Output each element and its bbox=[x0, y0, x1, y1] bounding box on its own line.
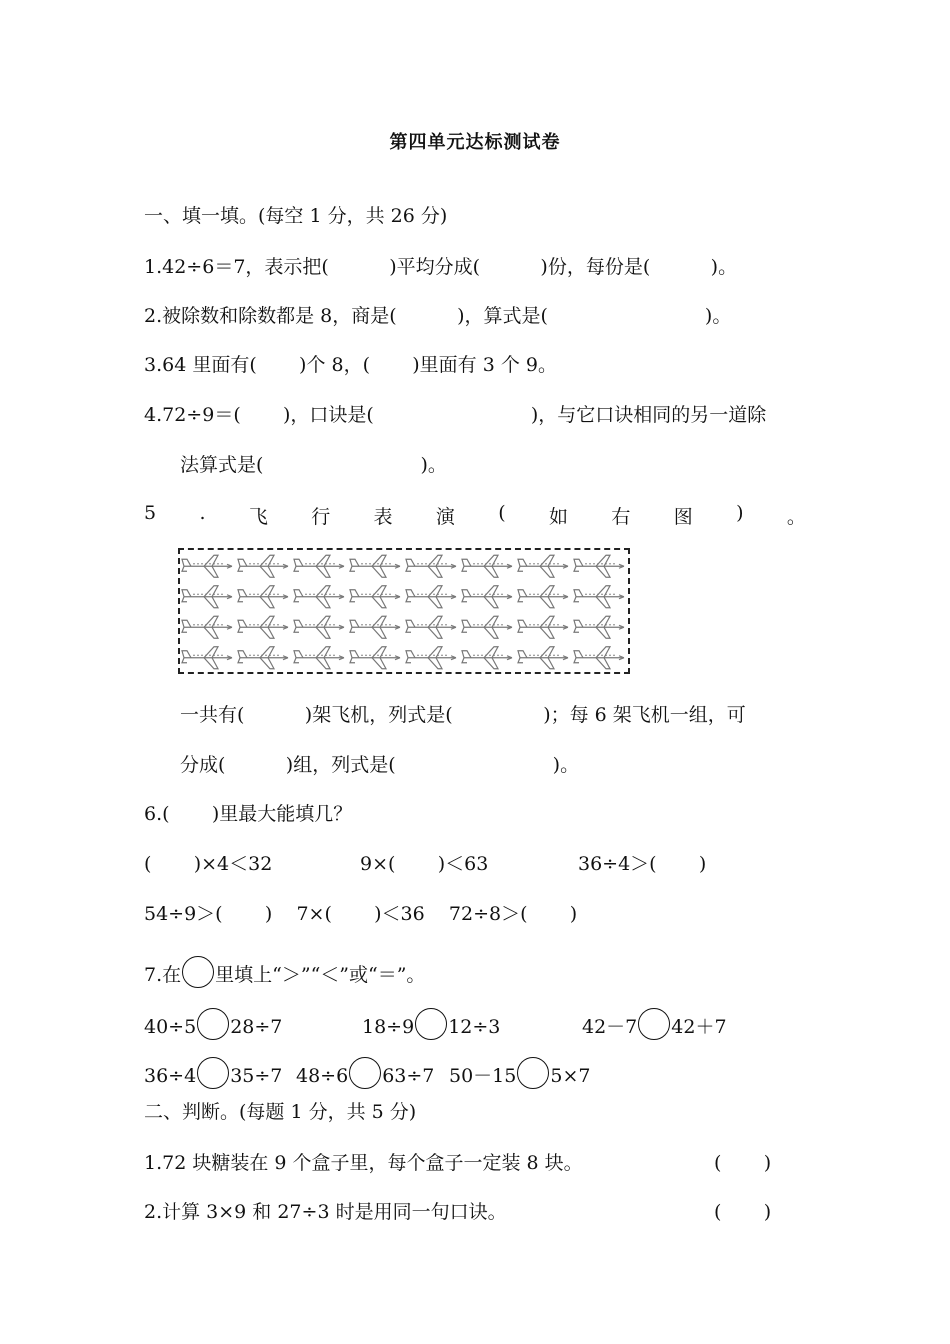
q6-expr: ( )×4＜32 bbox=[144, 853, 273, 875]
question-5-line2: 分成( )组，列式是( )。 bbox=[180, 754, 580, 776]
airplane-icon bbox=[462, 647, 512, 669]
question-6-heading: 6.( )里最大能填几？ bbox=[144, 803, 353, 825]
airplane-icon bbox=[182, 616, 232, 638]
question-2: 2.被除数和除数都是 8，商是( )，算式是( )。 bbox=[144, 305, 732, 327]
q7-compare-item bbox=[296, 1057, 434, 1089]
blank-circle-icon bbox=[182, 956, 214, 988]
airplane-icon bbox=[294, 616, 344, 638]
compare-circle-blank[interactable] bbox=[638, 1008, 670, 1040]
q5-char: 。 bbox=[786, 506, 806, 528]
question-7-heading bbox=[144, 956, 425, 988]
airplane-icon bbox=[518, 555, 568, 577]
airplane-icon bbox=[518, 647, 568, 669]
q7-right: 12÷3 bbox=[448, 1016, 501, 1038]
airplane-icon bbox=[574, 586, 624, 608]
q6-expr: 9×( )＜63 bbox=[360, 853, 489, 875]
airplane-icon bbox=[518, 586, 568, 608]
judge-answer-bracket[interactable]: ( ) bbox=[714, 1201, 772, 1223]
airplane-icon bbox=[238, 555, 288, 577]
q5-char: 如 bbox=[549, 506, 569, 528]
airplane-icon bbox=[238, 616, 288, 638]
q7-compare-item bbox=[144, 1008, 282, 1040]
q7-right: 63÷7 bbox=[382, 1065, 435, 1087]
airplane-icon bbox=[574, 616, 624, 638]
airplane-icon bbox=[238, 647, 288, 669]
q7-right: 35÷7 bbox=[230, 1065, 283, 1087]
q7-compare-item bbox=[144, 1057, 282, 1089]
airplane-icon bbox=[294, 647, 344, 669]
q6-expr: 36÷4＞( ) bbox=[578, 853, 707, 875]
airplane-icon bbox=[574, 555, 624, 577]
question-3: 3.64 里面有( )个 8，( )里面有 3 个 9。 bbox=[144, 354, 557, 376]
airplane-icon bbox=[182, 555, 232, 577]
section1-heading: 一、填一填。(每空 1 分，共 26 分) bbox=[144, 205, 448, 227]
q5-char: 表 bbox=[373, 506, 393, 528]
section2-heading: 二、判断。(每题 1 分，共 5 分) bbox=[144, 1101, 417, 1123]
judge-item-text: 2.计算 3×9 和 27÷3 时是用同一句口诀。 bbox=[144, 1201, 507, 1223]
compare-circle-blank[interactable] bbox=[197, 1008, 229, 1040]
airplane-icon bbox=[462, 616, 512, 638]
q5-char: 飞 bbox=[248, 506, 268, 528]
airplane-icon bbox=[350, 616, 400, 638]
airplane-icon bbox=[574, 647, 624, 669]
q7-compare-item bbox=[582, 1008, 727, 1040]
airplane-icon bbox=[406, 586, 456, 608]
q5-char: ) bbox=[736, 502, 744, 524]
q5-char: 行 bbox=[311, 506, 331, 528]
compare-circle-blank[interactable] bbox=[517, 1057, 549, 1089]
airplane-icon bbox=[462, 586, 512, 608]
page-title: 第四单元达标测试卷 bbox=[389, 132, 561, 153]
q7-suffix: 里填上“＞”“＜”或“＝”。 bbox=[215, 964, 426, 986]
judge-answer-bracket[interactable]: ( ) bbox=[714, 1152, 772, 1174]
q5-char: ( bbox=[498, 502, 506, 524]
airplane-icon bbox=[294, 586, 344, 608]
q7-right: 5×7 bbox=[550, 1065, 591, 1087]
question-4-line2: 法算式是( )。 bbox=[180, 454, 447, 476]
q7-right: 28÷7 bbox=[230, 1016, 283, 1038]
q7-left: 40÷5 bbox=[144, 1016, 197, 1038]
airplane-icon bbox=[406, 555, 456, 577]
question-6-row2: 54÷9＞( ) 7×( )＜36 72÷8＞( ) bbox=[144, 903, 578, 925]
airplane-icon bbox=[350, 647, 400, 669]
q7-right: 42＋7 bbox=[671, 1016, 727, 1038]
airplane-icon bbox=[406, 616, 456, 638]
question-5-title bbox=[144, 502, 806, 529]
airplane-grid bbox=[180, 550, 628, 672]
airplane-icon bbox=[294, 555, 344, 577]
q5-char: 5 bbox=[144, 502, 157, 524]
compare-circle-blank[interactable] bbox=[197, 1057, 229, 1089]
q7-left: 42－7 bbox=[582, 1016, 638, 1038]
airplane-icon bbox=[350, 555, 400, 577]
airplane-formation-figure bbox=[178, 548, 630, 674]
airplane-icon bbox=[518, 616, 568, 638]
q5-char: 演 bbox=[435, 506, 455, 528]
compare-circle-blank[interactable] bbox=[415, 1008, 447, 1040]
airplane-icon bbox=[182, 586, 232, 608]
airplane-icon bbox=[350, 586, 400, 608]
airplane-icon bbox=[238, 586, 288, 608]
q5-char: 图 bbox=[673, 506, 693, 528]
q5-char: . bbox=[199, 502, 206, 524]
q7-left: 50－15 bbox=[449, 1065, 517, 1087]
compare-circle-blank[interactable] bbox=[349, 1057, 381, 1089]
q5-char: 右 bbox=[611, 506, 631, 528]
q7-compare-item bbox=[449, 1057, 590, 1089]
judge-item-text: 1.72 块糖装在 9 个盒子里，每个盒子一定装 8 块。 bbox=[144, 1152, 583, 1174]
airplane-icon bbox=[182, 647, 232, 669]
q7-left: 36÷4 bbox=[144, 1065, 197, 1087]
question-5-line1: 一共有( )架飞机，列式是( )；每 6 架飞机一组，可 bbox=[180, 704, 746, 726]
question-4-line1: 4.72÷9＝( )，口诀是( )，与它口诀相同的另一道除 bbox=[144, 404, 767, 426]
q7-left: 18÷9 bbox=[362, 1016, 415, 1038]
q7-prefix: 7.在 bbox=[144, 964, 182, 986]
airplane-icon bbox=[406, 647, 456, 669]
q7-compare-item bbox=[362, 1008, 500, 1040]
question-1: 1.42÷6＝7，表示把( )平均分成( )份，每份是( )。 bbox=[144, 256, 738, 278]
airplane-icon bbox=[462, 555, 512, 577]
q7-left: 48÷6 bbox=[296, 1065, 349, 1087]
